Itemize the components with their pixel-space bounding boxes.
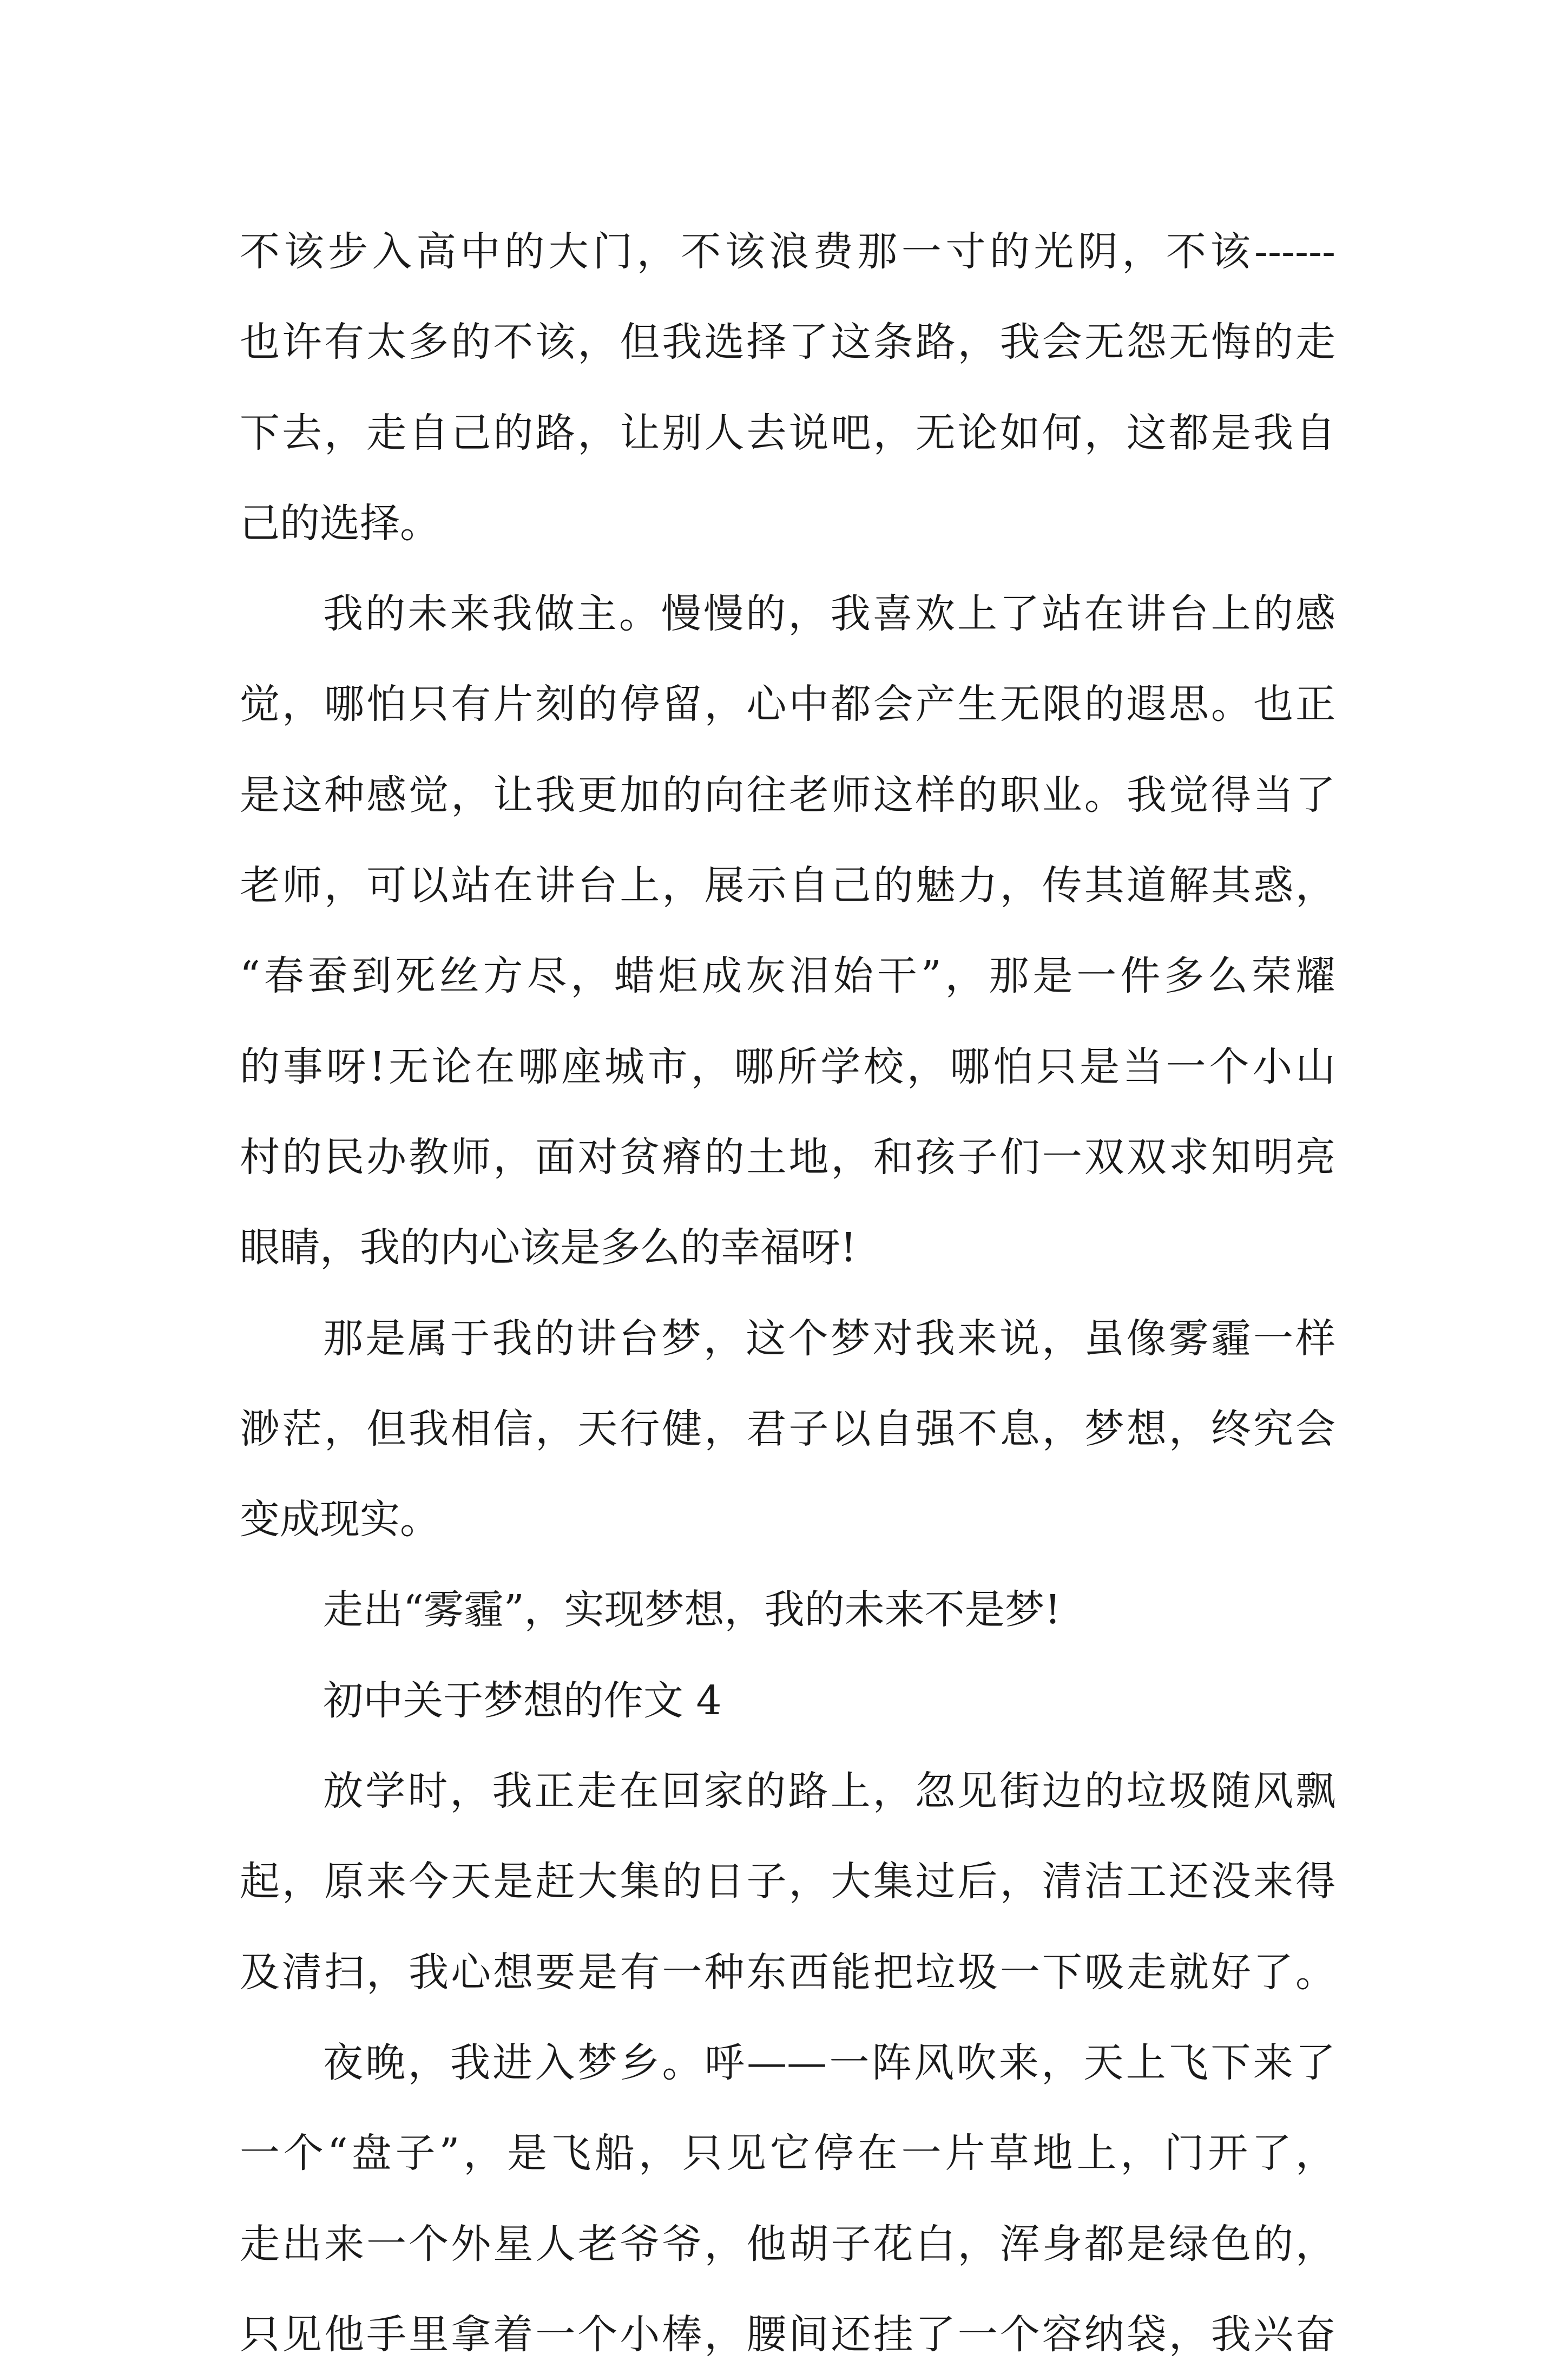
- text-line: 及清扫，我心想要是有一种东西能把垃圾一下吸走就好了。: [240, 1949, 1335, 1996]
- text-line: “春蚕到死丝方尽，蜡炬成灰泪始干”，那是一件多么荣耀: [240, 953, 1335, 1000]
- body-text: [240, 207, 1335, 2380]
- text-line: 放学时，我正走在回家的路上，忽见街边的垃圾随风飘: [323, 1768, 1335, 1815]
- text-line: 初中关于梦想的作文 4: [323, 1677, 722, 1724]
- text-line: 我的未来我做主。慢慢的，我喜欢上了站在讲台上的感: [323, 591, 1335, 638]
- text-line: 变成现实。: [240, 1496, 440, 1543]
- text-line: 渺茫，但我相信，天行健，君子以自强不息，梦想，终究会: [240, 1405, 1335, 1452]
- text-line: 是这种感觉，让我更加的向往老师这样的职业。我觉得当了: [240, 771, 1335, 818]
- text-line: 村的民办教师，面对贫瘠的土地，和孩子们一双双求知明亮: [240, 1133, 1335, 1181]
- text-line: 起，原来今天是赶大集的日子，大集过后，清洁工还没来得: [240, 1858, 1335, 1905]
- text-line: 己的选择。: [240, 500, 440, 547]
- text-line: 下去，走自己的路，让别人去说吧，无论如何，这都是我自: [240, 409, 1335, 456]
- text-line: 那是属于我的讲台梦，这个梦对我来说，虽像雾霾一样: [323, 1315, 1335, 1362]
- text-line: 眼睛，我的内心该是多么的幸福呀!: [240, 1224, 857, 1271]
- text-line: 觉，哪怕只有片刻的停留，心中都会产生无限的遐思。也正: [240, 681, 1335, 728]
- text-line: 走出“雾霾”，实现梦想，我的未来不是梦!: [323, 1586, 1061, 1634]
- text-line: 走出来一个外星人老爷爷，他胡子花白，浑身都是绿色的，: [240, 2220, 1335, 2267]
- text-line: 不该步入高中的大门，不该浪费那一寸的光阴，不该------: [240, 228, 1335, 275]
- text-line: 只见他手里拿着一个小棒，腰间还挂了一个容纳袋，我兴奋: [240, 2311, 1335, 2358]
- text-line: 也许有太多的不该，但我选择了这条路，我会无怨无悔的走: [240, 319, 1335, 366]
- text-line: 一个“盘子”，是飞船，只见它停在一片草地上，门开了，: [240, 2130, 1335, 2177]
- text-line: 夜晚，我进入梦乡。呼——一阵风吹来，天上飞下来了: [323, 2039, 1335, 2086]
- text-line: 的事呀!无论在哪座城市，哪所学校，哪怕只是当一个小山: [240, 1043, 1335, 1090]
- text-line: 老师，可以站在讲台上，展示自己的魅力，传其道解其惑，: [240, 862, 1335, 909]
